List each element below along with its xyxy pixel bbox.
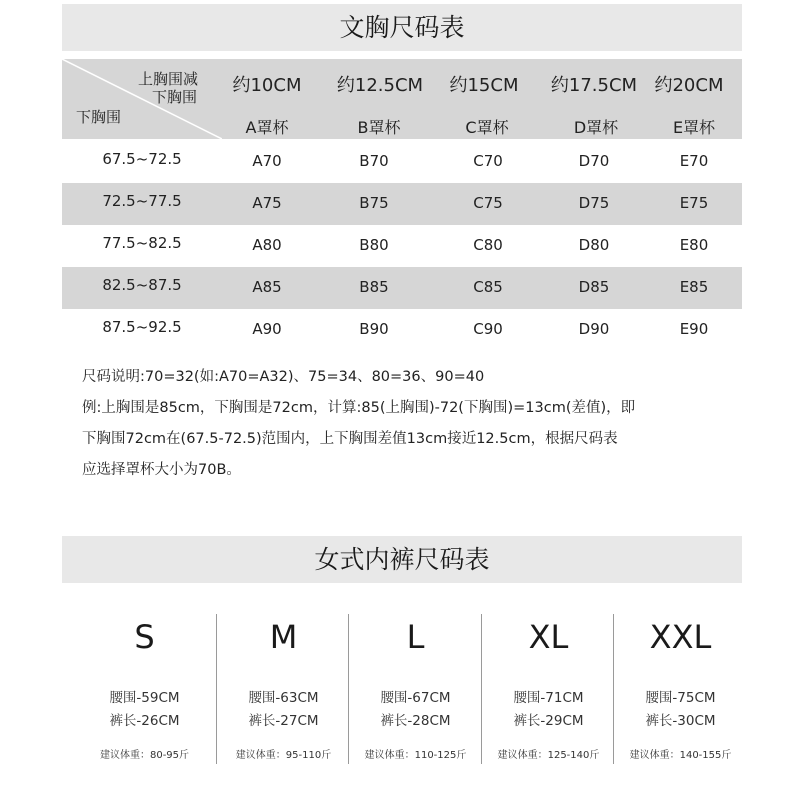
size-note-line: 下胸围72cm在(67.5-72.5)范围内，上下胸围差值13cm接近12.5cm，根据尺码表	[82, 431, 618, 447]
cup-label-header: A罩杯	[245, 118, 289, 137]
size-letter: M	[269, 618, 298, 656]
table-row	[62, 141, 742, 183]
cup-label-header: D罩杯	[573, 118, 619, 137]
size-cell: C70	[473, 152, 503, 170]
size-cell: A90	[252, 320, 282, 338]
corner-label-bottom: 下胸围	[76, 108, 122, 126]
size-cell: E80	[679, 236, 709, 254]
size-note-line: 例:上胸围是85cm，下胸围是72cm，计算:85(上胸围)-72(下胸围)=13cm(差值)，即	[82, 400, 636, 416]
size-cell: B85	[359, 278, 389, 296]
size-cell: D90	[578, 320, 610, 338]
size-cell: C80	[473, 236, 503, 254]
waist-spec: 腰围-59CM	[109, 690, 180, 706]
size-note-line: 尺码说明:70=32(如:A70=A32)、75=34、80=36、90=40	[82, 369, 485, 385]
size-cell: E90	[679, 320, 709, 338]
size-note-line: 应选择罩杯大小为70B。	[82, 462, 241, 478]
size-column-xxl	[614, 610, 747, 770]
size-cell: D80	[578, 236, 610, 254]
size-letter: S	[134, 618, 155, 656]
weight-recommendation: 建议体重：140-155斤	[629, 750, 732, 761]
length-spec: 裤长-29CM	[513, 713, 584, 729]
waist-spec: 腰围-67CM	[380, 690, 451, 706]
corner-label-top-line2: 下胸围	[152, 88, 198, 106]
weight-recommendation: 建议体重：95-110斤	[235, 750, 332, 761]
size-cell: C90	[473, 320, 503, 338]
size-column-m	[217, 610, 350, 770]
cup-label-header: B罩杯	[357, 118, 401, 137]
cup-diff-header: 约15CM	[449, 75, 519, 96]
size-cell: D70	[578, 152, 610, 170]
table-row	[62, 267, 742, 309]
size-cell: A70	[252, 152, 282, 170]
table-row	[62, 309, 742, 351]
table-header	[62, 59, 742, 139]
size-column-s	[78, 610, 211, 770]
underbust-range: 72.5~77.5	[102, 192, 182, 210]
size-cell: A80	[252, 236, 282, 254]
cup-diff-header: 约10CM	[232, 75, 302, 96]
size-column-xl	[482, 610, 615, 770]
table-row	[62, 183, 742, 225]
length-spec: 裤长-28CM	[380, 713, 451, 729]
size-cell: E75	[679, 194, 709, 212]
underbust-range: 67.5~72.5	[102, 150, 182, 168]
size-cell: B75	[359, 194, 389, 212]
underbust-range: 77.5~82.5	[102, 234, 182, 252]
panty-size-columns	[62, 610, 742, 770]
waist-spec: 腰围-75CM	[645, 690, 716, 706]
size-cell: E85	[679, 278, 709, 296]
length-spec: 裤长-27CM	[248, 713, 319, 729]
bra-size-chart-title: 文胸尺码表	[62, 4, 742, 51]
size-notes	[82, 362, 742, 486]
cup-label-header: C罩杯	[465, 118, 509, 137]
cup-label-header: E罩杯	[672, 118, 716, 137]
size-cell: B80	[359, 236, 389, 254]
size-column-l	[349, 610, 482, 770]
underbust-range: 87.5~92.5	[102, 318, 182, 336]
size-cell: A85	[252, 278, 282, 296]
table-row	[62, 225, 742, 267]
size-letter: XXL	[649, 618, 712, 656]
length-spec: 裤长-26CM	[109, 713, 180, 729]
size-cell: D85	[578, 278, 610, 296]
weight-recommendation: 建议体重：125-140斤	[497, 750, 600, 761]
size-cell: B90	[359, 320, 389, 338]
size-cell: C75	[473, 194, 503, 212]
cup-diff-header: 约20CM	[654, 75, 724, 96]
size-letter: XL	[528, 618, 569, 656]
size-cell: D75	[578, 194, 610, 212]
size-letter: L	[406, 618, 425, 656]
length-spec: 裤长-30CM	[645, 713, 716, 729]
underbust-range: 82.5~87.5	[102, 276, 182, 294]
size-cell: C85	[473, 278, 503, 296]
size-cell: A75	[252, 194, 282, 212]
waist-spec: 腰围-71CM	[513, 690, 584, 706]
size-cell: B70	[359, 152, 389, 170]
waist-spec: 腰围-63CM	[248, 690, 319, 706]
corner-label-top-line1: 上胸围减	[138, 70, 199, 88]
cup-diff-header: 约12.5CM	[336, 75, 424, 96]
cup-diff-header: 约17.5CM	[550, 75, 638, 96]
panty-size-chart-title: 女式内裤尺码表	[62, 536, 742, 583]
weight-recommendation: 建议体重：110-125斤	[364, 750, 467, 761]
weight-recommendation: 建议体重：80-95斤	[99, 750, 190, 761]
size-cell: E70	[679, 152, 709, 170]
